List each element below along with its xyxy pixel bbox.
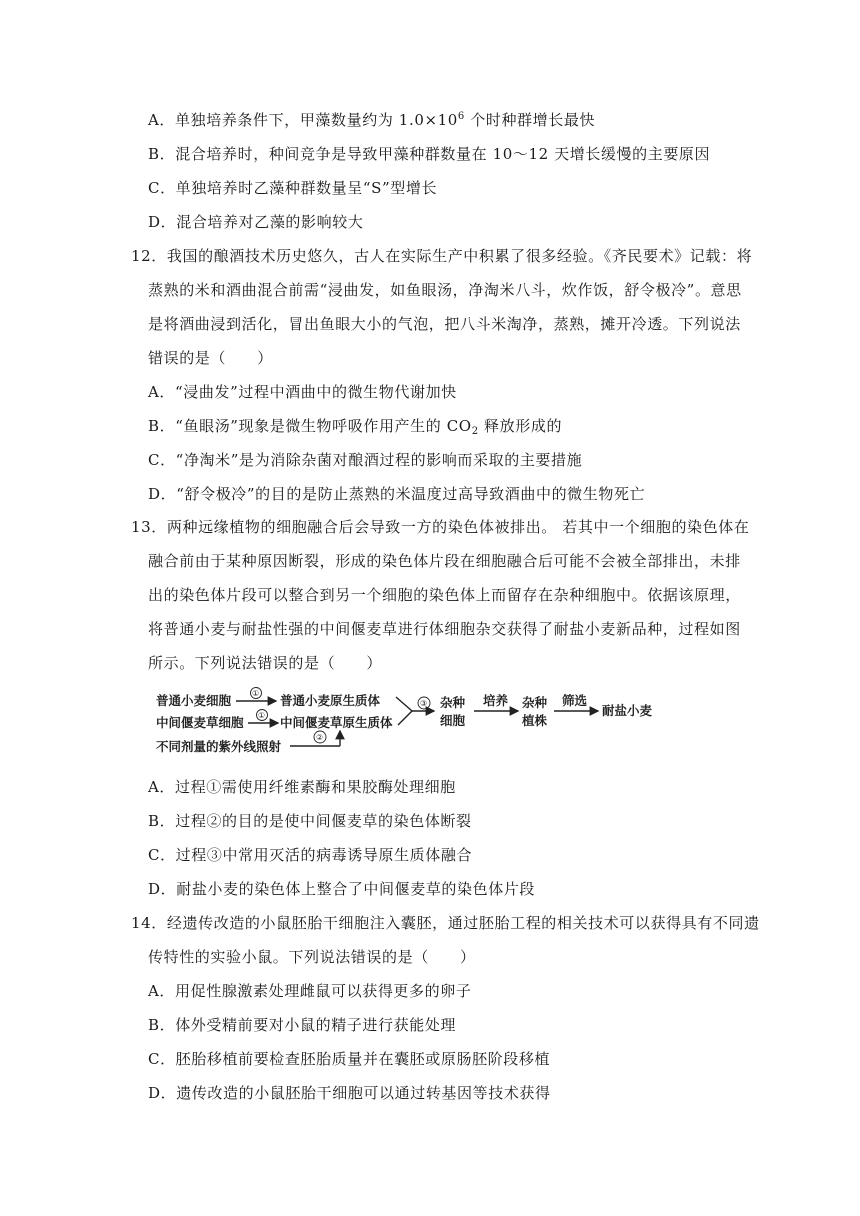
merge-bracket <box>396 697 412 725</box>
q12-option-c: C．“净淘米”是为消除杂菌对酿酒过程的影响而采取的主要措施 <box>148 451 583 469</box>
q12-stem-line-3: 是将酒曲浸到活化，冒出鱼眼大小的气泡，把八斗米淘净，蒸熟，摊开冷透。下列说法 <box>148 315 741 333</box>
q13-stem-line-4: 将普通小麦与耐盐性强的中间偃麦草进行体细胞杂交获得了耐盐小麦新品种，过程如图 <box>148 620 741 638</box>
q11-option-b: B．混合培养时，种间竞争是导致甲藻种群数量在 10～12 天增长缓慢的主要原因 <box>148 145 711 163</box>
q14-option-c: C．胚胎移植前要检查胚胎质量并在囊胚或原肠胚阶段移植 <box>148 1050 551 1068</box>
q13-option-c: C．过程③中常用灭活的病毒诱导原生质体融合 <box>148 846 473 864</box>
q14-option-d: D．遗传改造的小鼠胚胎干细胞可以通过转基因等技术获得 <box>148 1084 551 1102</box>
hybrid-plant-label-2: 植株 <box>522 713 548 728</box>
wheat-cell-label: 普通小麦细胞 <box>156 693 232 708</box>
culture-label: 培养 <box>483 693 509 708</box>
q12-option-d: D．“舒令极冷”的目的是防止蒸熟的米温度过高导致酒曲中的微生物死亡 <box>148 485 646 503</box>
q12-stem-line-4: 错误的是（ ） <box>148 349 273 367</box>
q14-stem-line-2: 传特性的实验小鼠。下列说法错误的是（ ） <box>148 948 476 966</box>
q14-option-b: B．体外受精前要对小鼠的精子进行获能处理 <box>148 1016 457 1034</box>
hybrid-cell-label-1: 杂种 <box>440 695 466 710</box>
screen-label: 筛选 <box>562 693 588 708</box>
q12-stem-line-2: 蒸熟的米和酒曲混合前需“浸曲发，如鱼眼汤，净淘米八斗，炊作饭，舒令极冷”。意思 <box>148 281 742 299</box>
q11-option-a: A．单独培养条件下，甲藻数量约为 $1.0\times 10^6$ 个时种群增长最快 <box>148 111 596 129</box>
q13-stem-line-5: 所示。下列说法错误的是（ ） <box>148 654 383 672</box>
hybrid-plant-label-1: 杂种 <box>522 695 548 710</box>
result-label: 耐盐小麦 <box>602 703 653 718</box>
q14-stem-line-1: 14．经遗传改造的小鼠胚胎干细胞注入囊胚，通过胚胎工程的相关技术可以获得具有不同遗 <box>131 914 760 932</box>
grass-protoplast-label: 中间偃麦草原生质体 <box>280 715 393 730</box>
q13-option-b: B．过程②的目的是使中间偃麦草的染色体断裂 <box>148 812 472 830</box>
q11-option-d: D．混合培养对乙藻的影响较大 <box>148 213 364 231</box>
grass-cell-label: 中间偃麦草细胞 <box>156 715 244 730</box>
step2-label: ② <box>316 733 324 742</box>
step1-label-bottom: ① <box>258 711 266 720</box>
q11-option-c: C．单独培养时乙藻种群数量呈“S”型增长 <box>148 179 438 197</box>
q12-option-b: B．“鱼眼汤”现象是微生物呼吸作用产生的 $CO_2$ 释放形成的 <box>148 417 563 437</box>
step1-label-top: ① <box>252 689 260 698</box>
q13-stem-line-1: 13．两种远缘植物的细胞融合后会导致一方的染色体被排出。 若其中一个细胞的染色体在 <box>131 518 750 536</box>
q14-option-a: A．用促性腺激素处理雌鼠可以获得更多的卵子 <box>148 982 472 1000</box>
q12-option-a: A．“浸曲发”过程中酒曲中的微生物代谢加快 <box>148 383 457 401</box>
hybrid-cell-label-2: 细胞 <box>440 713 466 728</box>
uv-label: 不同剂量的紫外线照射 <box>156 739 282 754</box>
process-diagram <box>150 683 660 763</box>
q13-option-d: D．耐盐小麦的染色体上整合了中间偃麦草的染色体片段 <box>148 880 536 898</box>
q13-stem-line-2: 融合前由于某种原因断裂，形成的染色体片段在细胞融合后可能不会被全部排出，未排 <box>148 552 741 570</box>
q13-stem-line-3: 出的染色体片段可以整合到另一个细胞的染色体上而留存在杂种细胞中。依据该原理， <box>148 586 741 604</box>
q12-stem-line-1: 12．我国的酿酒技术历史悠久，古人在实际生产中积累了很多经验。《齐民要术》记载：将 <box>131 247 753 265</box>
q13-option-a: A．过程①需使用纤维素酶和果胶酶处理细胞 <box>148 778 456 796</box>
step3-label: ③ <box>420 699 428 708</box>
wheat-protoplast-label: 普通小麦原生质体 <box>280 693 381 708</box>
